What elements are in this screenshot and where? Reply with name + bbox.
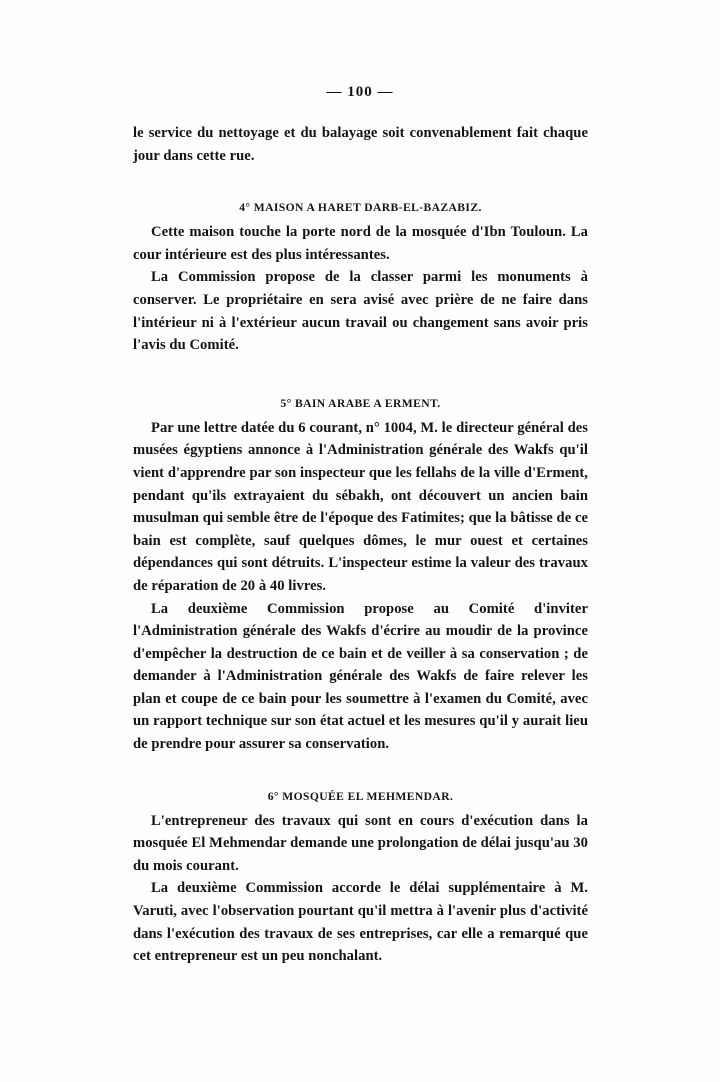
- spacer: [133, 756, 588, 772]
- page-body: [133, 122, 588, 968]
- section-heading-bain-arabe-a-erment: 5° BAIN ARABE A ERMENT.: [280, 396, 441, 410]
- spacer: [133, 167, 588, 183]
- intro-paragraph: le service du nettoyage et du balayage soit convenablement fait chaque jour dans cette rue.: [133, 125, 588, 164]
- page-number: — 100 —: [326, 84, 394, 100]
- spacer: [133, 357, 588, 379]
- section-6-paragraph-1: L'entrepreneur des travaux qui sont en cours d'exécution dans la mosquée El Mehmendar demande une prolongation de délai jusqu'au 30 du mois courant.: [133, 812, 588, 874]
- section-4-paragraph-1: Cette maison touche la porte nord de la mosquée d'Ibn Touloun. La cour intérieure est des plus intéressantes.: [133, 224, 588, 263]
- section-heading-maison-haret-darb-el-bazabiz: 4° MAISON A HARET DARB-EL-BAZABIZ.: [239, 201, 482, 215]
- section-5-paragraph-2: La deuxième Commission propose au Comité d'inviter l'Administration générale des Wakfs d'écrire au moudir de la province d'empêcher la destruction de ce bain et de veiller à sa conservation ; de demander à l'Administration générale des Wakfs de faire relever les plan et coupe de ce bain pour les soumettre à l'examen du Comité, avec un rapport technique sur son état actuel et les mesures qu'il y aurait lieu de prendre pour assurer sa conservation.: [133, 600, 588, 753]
- section-6-paragraph-2: La deuxième Commission accorde le délai supplémentaire à M. Varuti, avec l'observation pourtant qu'il mettra à l'avenir plus d'activité dans l'exécution des travaux de ses entreprises, car elle a remarqué que cet entrepreneur est un peu nonchalant.: [133, 880, 588, 965]
- section-heading-mosquee-el-mehmendar: 6° MOSQUÉE EL MEHMENDAR.: [267, 789, 454, 803]
- section-5-paragraph-1: Par une lettre datée du 6 courant, n° 1004, M. le directeur général des musées égyptiens annonce à l'Administration générale des Wakfs qu'il vient d'apprendre par son inspecteur que les fellahs de la ville d'Erment, pendant qu'ils extrayaient du sébakh, ont découvert un ancien bain musulman qui semble être de l'époque des Fatimites; que la bâtisse de ce bain est complète, sauf quelques dômes, le mur ouest et certaines dépendances qui sont détruits. L'inspecteur estime la valeur des travaux de réparation de 20 à 40 livres.: [133, 419, 588, 594]
- section-4-paragraph-2: La Commission propose de la classer parmi les monuments à conserver. Le propriétaire en sera avisé avec prière de ne faire dans l'intérieur ni à l'extérieur aucun travail ou changement sans avoir pris l'avis du Comité.: [133, 269, 588, 354]
